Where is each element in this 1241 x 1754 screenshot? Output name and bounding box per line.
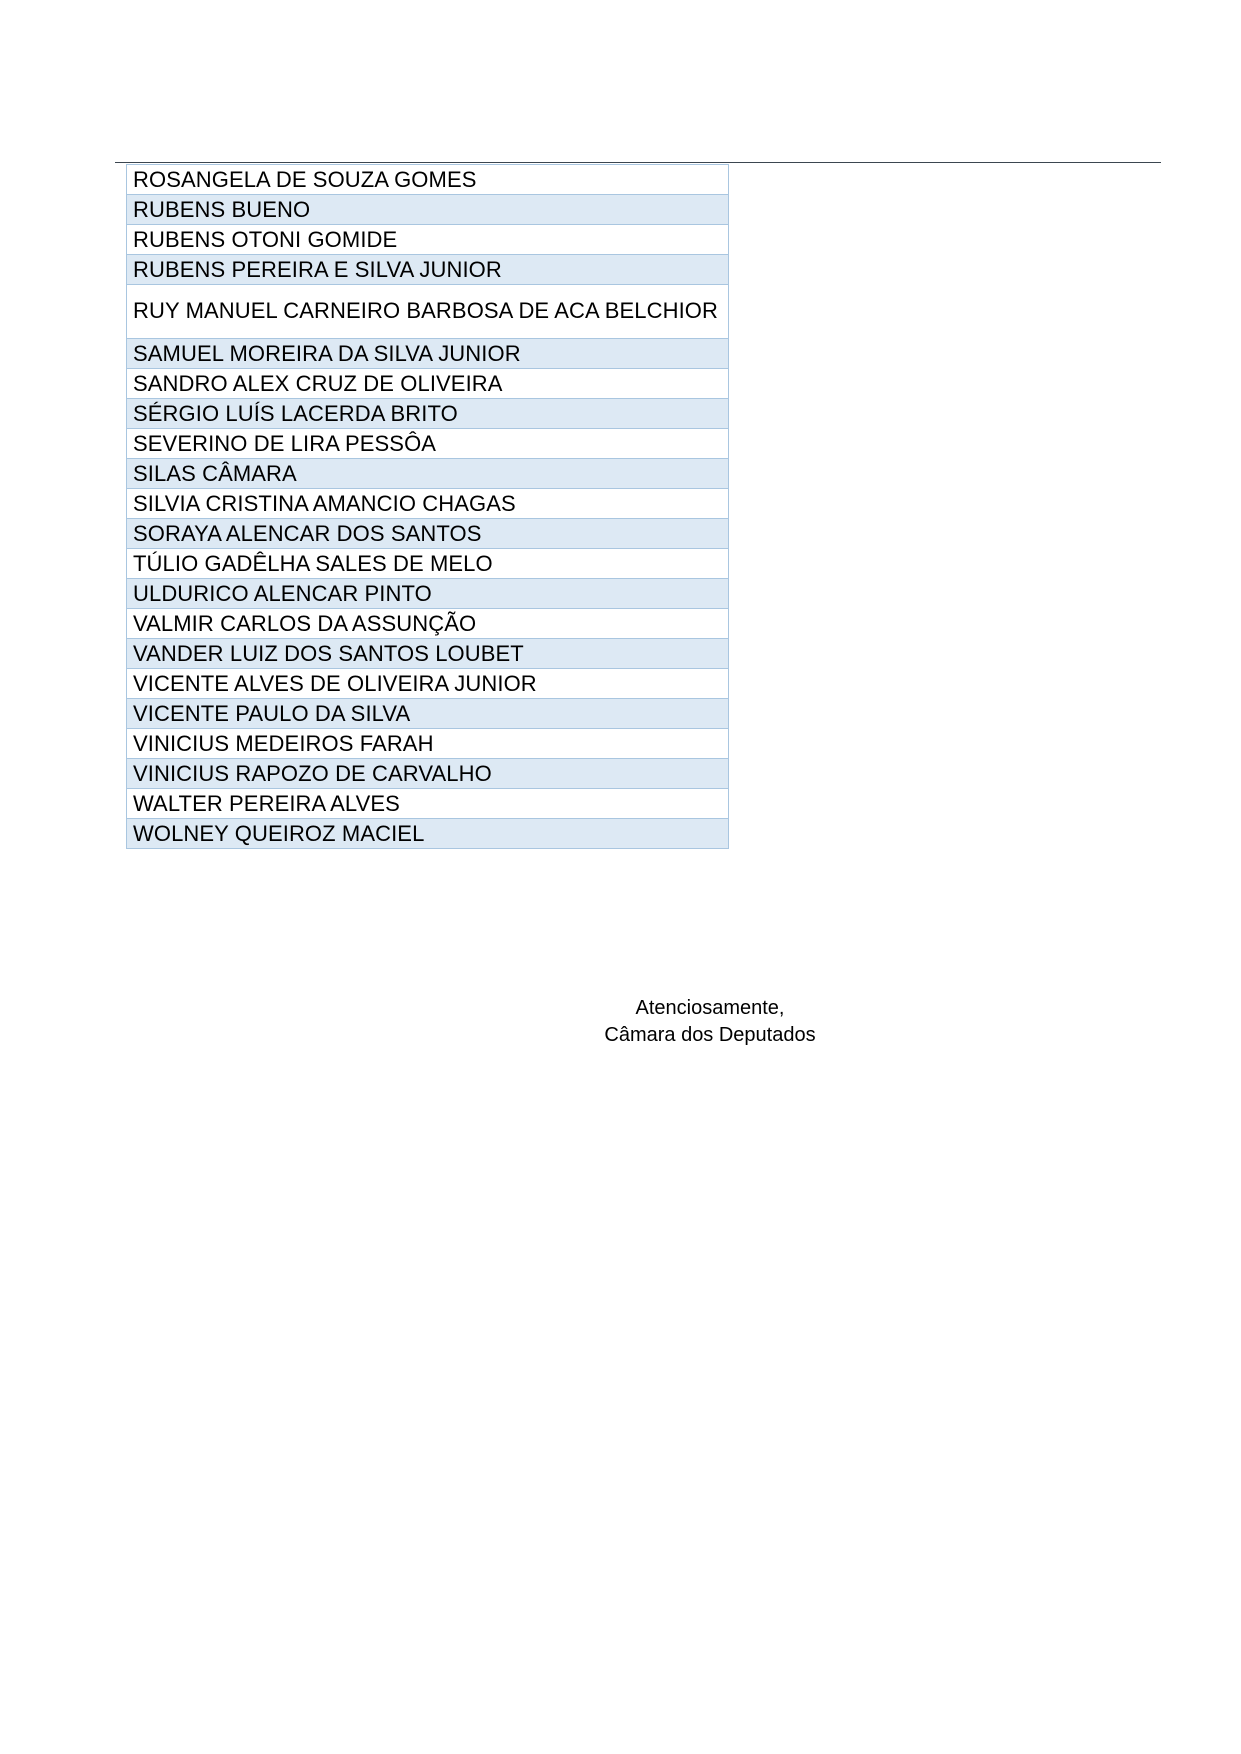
table-row	[127, 339, 729, 369]
name-cell: ROSANGELA DE SOUZA GOMES	[127, 165, 729, 195]
name-cell: WOLNEY QUEIROZ MACIEL	[127, 819, 729, 849]
name-cell: VANDER LUIZ DOS SANTOS LOUBET	[127, 639, 729, 669]
table-row	[127, 819, 729, 849]
table-row	[127, 429, 729, 459]
table-row	[127, 489, 729, 519]
table-row	[127, 519, 729, 549]
name-cell: RUY MANUEL CARNEIRO BARBOSA DE ACA BELCHIOR	[127, 285, 729, 339]
name-cell: VINICIUS MEDEIROS FARAH	[127, 729, 729, 759]
table-row	[127, 165, 729, 195]
table-row	[127, 669, 729, 699]
name-cell: VINICIUS RAPOZO DE CARVALHO	[127, 759, 729, 789]
table-row	[127, 285, 729, 339]
name-cell: SORAYA ALENCAR DOS SANTOS	[127, 519, 729, 549]
name-cell: VICENTE ALVES DE OLIVEIRA JUNIOR	[127, 669, 729, 699]
table-row	[127, 549, 729, 579]
name-cell: ULDURICO ALENCAR PINTO	[127, 579, 729, 609]
table-row	[127, 255, 729, 285]
name-cell: RUBENS PEREIRA E SILVA JUNIOR	[127, 255, 729, 285]
table-row	[127, 195, 729, 225]
table-row	[127, 699, 729, 729]
name-cell: WALTER PEREIRA ALVES	[127, 789, 729, 819]
table-row	[127, 399, 729, 429]
table-row	[127, 729, 729, 759]
name-cell: RUBENS BUENO	[127, 195, 729, 225]
header-rule	[115, 162, 1161, 163]
name-cell: TÚLIO GADÊLHA SALES DE MELO	[127, 549, 729, 579]
closing-salutation: Atenciosamente,	[635, 997, 785, 1019]
name-cell: SÉRGIO LUÍS LACERDA BRITO	[127, 399, 729, 429]
name-cell: SAMUEL MOREIRA DA SILVA JUNIOR	[127, 339, 729, 369]
closing-signature: Câmara dos Deputados	[604, 1024, 816, 1046]
name-cell: SILAS CÂMARA	[127, 459, 729, 489]
table-row	[127, 459, 729, 489]
table-row	[127, 639, 729, 669]
name-cell: VICENTE PAULO DA SILVA	[127, 699, 729, 729]
table-row	[127, 609, 729, 639]
deputies-name-table	[126, 164, 729, 849]
name-cell: SANDRO ALEX CRUZ DE OLIVEIRA	[127, 369, 729, 399]
closing-block	[560, 995, 860, 1049]
name-cell: VALMIR CARLOS DA ASSUNÇÃO	[127, 609, 729, 639]
table-row	[127, 759, 729, 789]
table-row	[127, 789, 729, 819]
table-row	[127, 225, 729, 255]
table-row	[127, 369, 729, 399]
name-cell: RUBENS OTONI GOMIDE	[127, 225, 729, 255]
table-row	[127, 579, 729, 609]
name-cell: SILVIA CRISTINA AMANCIO CHAGAS	[127, 489, 729, 519]
name-cell: SEVERINO DE LIRA PESSÔA	[127, 429, 729, 459]
